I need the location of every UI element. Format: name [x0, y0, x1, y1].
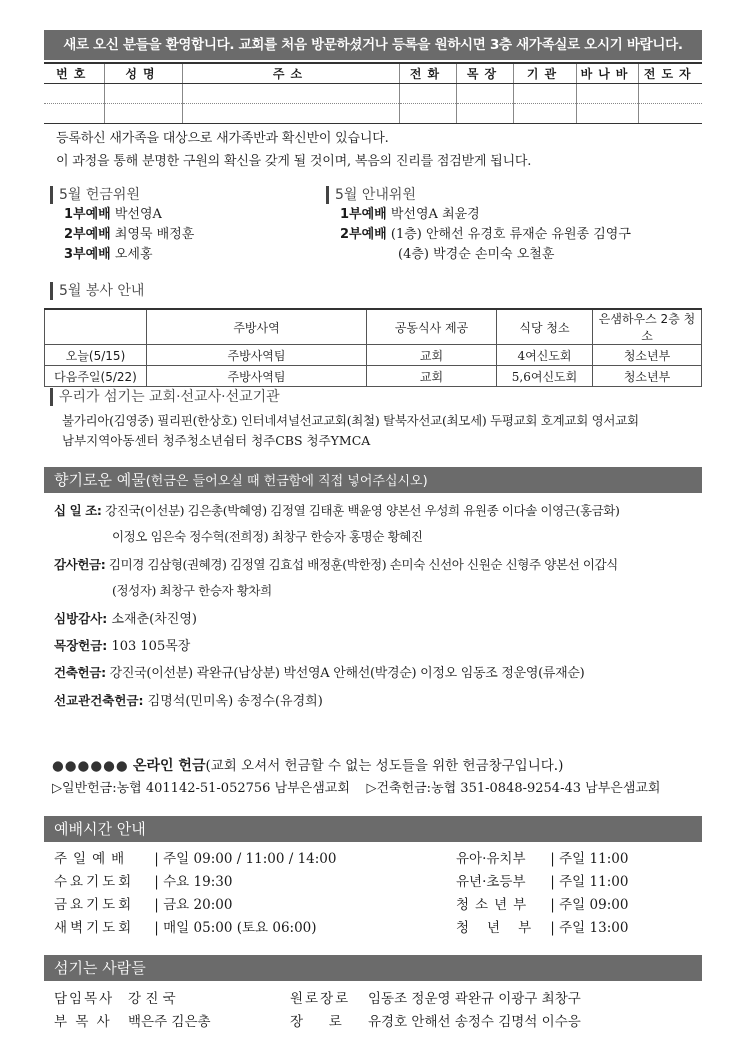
usher-committee-title: 5월 안내위원	[326, 186, 416, 204]
registration-blank-row[interactable]	[44, 83, 702, 103]
col-evangelist: 전도자	[638, 63, 702, 83]
account-general: ▷일반헌금:농협 401142-51-052756 남부은샘교회	[52, 781, 350, 796]
missions-line-2: 남부지역아동센터 청주청소년쉼터 청주CBS 청주YMCA	[62, 433, 371, 448]
online-giving-title: ●●●●●● 온라인 헌금(교회 오셔서 헌금할 수 없는 성도들을 위한 헌금창구입니다.)	[52, 758, 564, 774]
worship-row: 주일예배 | 주일 09:00 / 11:00 / 14:00	[54, 851, 337, 867]
offering-mission-building: 선교관건축헌금: 김명석(민미옥) 송정수(유경희)	[54, 693, 323, 709]
usher-committee-row: (4층) 박경순 손미숙 오철훈	[398, 247, 555, 262]
service-row: 다음주일(5/22) 주방사역팀 교회 5,6여신도회 청소년부	[45, 366, 702, 387]
col-address: 주소	[182, 63, 399, 83]
worship-row: 새벽기도회 | 매일 05:00 (토요 06:00)	[54, 920, 317, 936]
intro-line-1: 등록하신 새가족을 대상으로 새가족반과 확신반이 있습니다.	[56, 131, 389, 146]
worship-row: 유아·유치부 | 주일 11:00	[456, 851, 629, 867]
missions-line-1: 불가리아(김영중) 필리핀(한상호) 인터네셔널선교교회(최철) 탈북자선교(최모세) 두평교회 호계교회 영서교회	[62, 413, 639, 428]
worship-row: 금요기도회 | 금요 20:00	[54, 897, 233, 913]
offering-committee-row: 2부예배 최영묵 배정훈	[64, 227, 195, 242]
service-header-row: 주방사역 공동식사 제공 식당 청소 은샘하우스 2층 청소	[45, 309, 702, 345]
service-title: 5월 봉사 안내	[50, 282, 144, 300]
col-dept: 기관	[513, 63, 576, 83]
staff-row: 부 목 사 백은주 김은총 장 로 유경호 안해선 송정수 김명석 이수응	[54, 1014, 581, 1030]
service-table	[44, 308, 702, 387]
account-building: ▷건축헌금:농협 351-0848-9254-43 남부은샘교회	[366, 781, 661, 796]
staff-header: 섬기는 사람들	[44, 955, 702, 981]
col-cell: 목장	[456, 63, 513, 83]
offering-building: 건축헌금: 강진국(이선분) 곽완규(남상분) 박선영A 안해선(박경순) 이정오 임동조 정운영(류재순)	[54, 665, 585, 681]
worship-row: 유년·초등부 | 주일 11:00	[456, 874, 629, 890]
welcome-banner: 새로 오신 분들을 환영합니다. 교회를 처음 방문하셨거나 등록을 원하시면 3층 새가족실로 오시기 바랍니다.	[44, 30, 702, 60]
intro-line-2: 이 과정을 통해 분명한 구원의 확신을 갖게 될 것이며, 복음의 진리를 점검받게 됩니다.	[56, 154, 532, 169]
col-phone: 전화	[399, 63, 456, 83]
offering-committee-title: 5월 헌금위원	[50, 186, 140, 204]
usher-committee-row: 2부예배 (1층) 안해선 유경호 류재순 유원종 김영구	[340, 227, 631, 242]
registration-table	[44, 62, 702, 124]
worship-row: 청년부 | 주일 13:00	[456, 920, 629, 936]
registration-header-row	[44, 63, 702, 83]
offering-committee-row: 3부예배 오세홍	[64, 247, 153, 262]
col-barnabas: 바나바	[576, 63, 638, 83]
offering-visit: 심방감사: 소재춘(차진영)	[54, 611, 197, 627]
online-accounts	[52, 779, 661, 799]
staff-row: 담임목사 강 진 국 원로장로 임동조 정운영 곽완규 이광구 최창구	[54, 991, 581, 1007]
offering-cell: 목장헌금: 103 105목장	[54, 638, 191, 654]
offering-committee-row: 1부예배 박선영A	[64, 207, 162, 222]
col-number: 번호	[44, 63, 104, 83]
offering-tithe: 십 일 조: 강진국(이선분) 김은총(박혜영) 김정열 김태훈 백윤영 양본선 우성희 유원종 이다솔 이영근(홍금화) 이정오 임은숙 정수혁(전희정) 최창구 한승자 홍명순 황혜진	[54, 503, 620, 544]
worship-header: 예배시간 안내	[44, 816, 702, 842]
service-row: 오늘(5/15) 주방사역팀 교회 4여신도회 청소년부	[45, 345, 702, 366]
registration-blank-row[interactable]	[44, 103, 702, 123]
usher-committee-row: 1부예배 박선영A 최윤경	[340, 207, 480, 222]
worship-row: 수요기도회 | 수요 19:30	[54, 874, 233, 890]
col-name: 성명	[104, 63, 182, 83]
worship-row: 청소년부 | 주일 09:00	[456, 897, 629, 913]
offering-thanks: 감사헌금: 김미경 김삼형(권혜경) 김정열 김효섭 배정훈(박한정) 손미숙 신선아 신원순 신형주 양본선 이갑식 (정성자) 최창구 한승자 황차희	[54, 557, 618, 598]
offerings-header: 향기로운 예물(헌금은 들어오실 때 헌금함에 직접 넣어주십시오)	[44, 467, 702, 493]
missions-title: 우리가 섬기는 교회·선교사·선교기관	[50, 388, 280, 406]
bullet-dots-icon: ●●●●●●	[52, 758, 129, 774]
